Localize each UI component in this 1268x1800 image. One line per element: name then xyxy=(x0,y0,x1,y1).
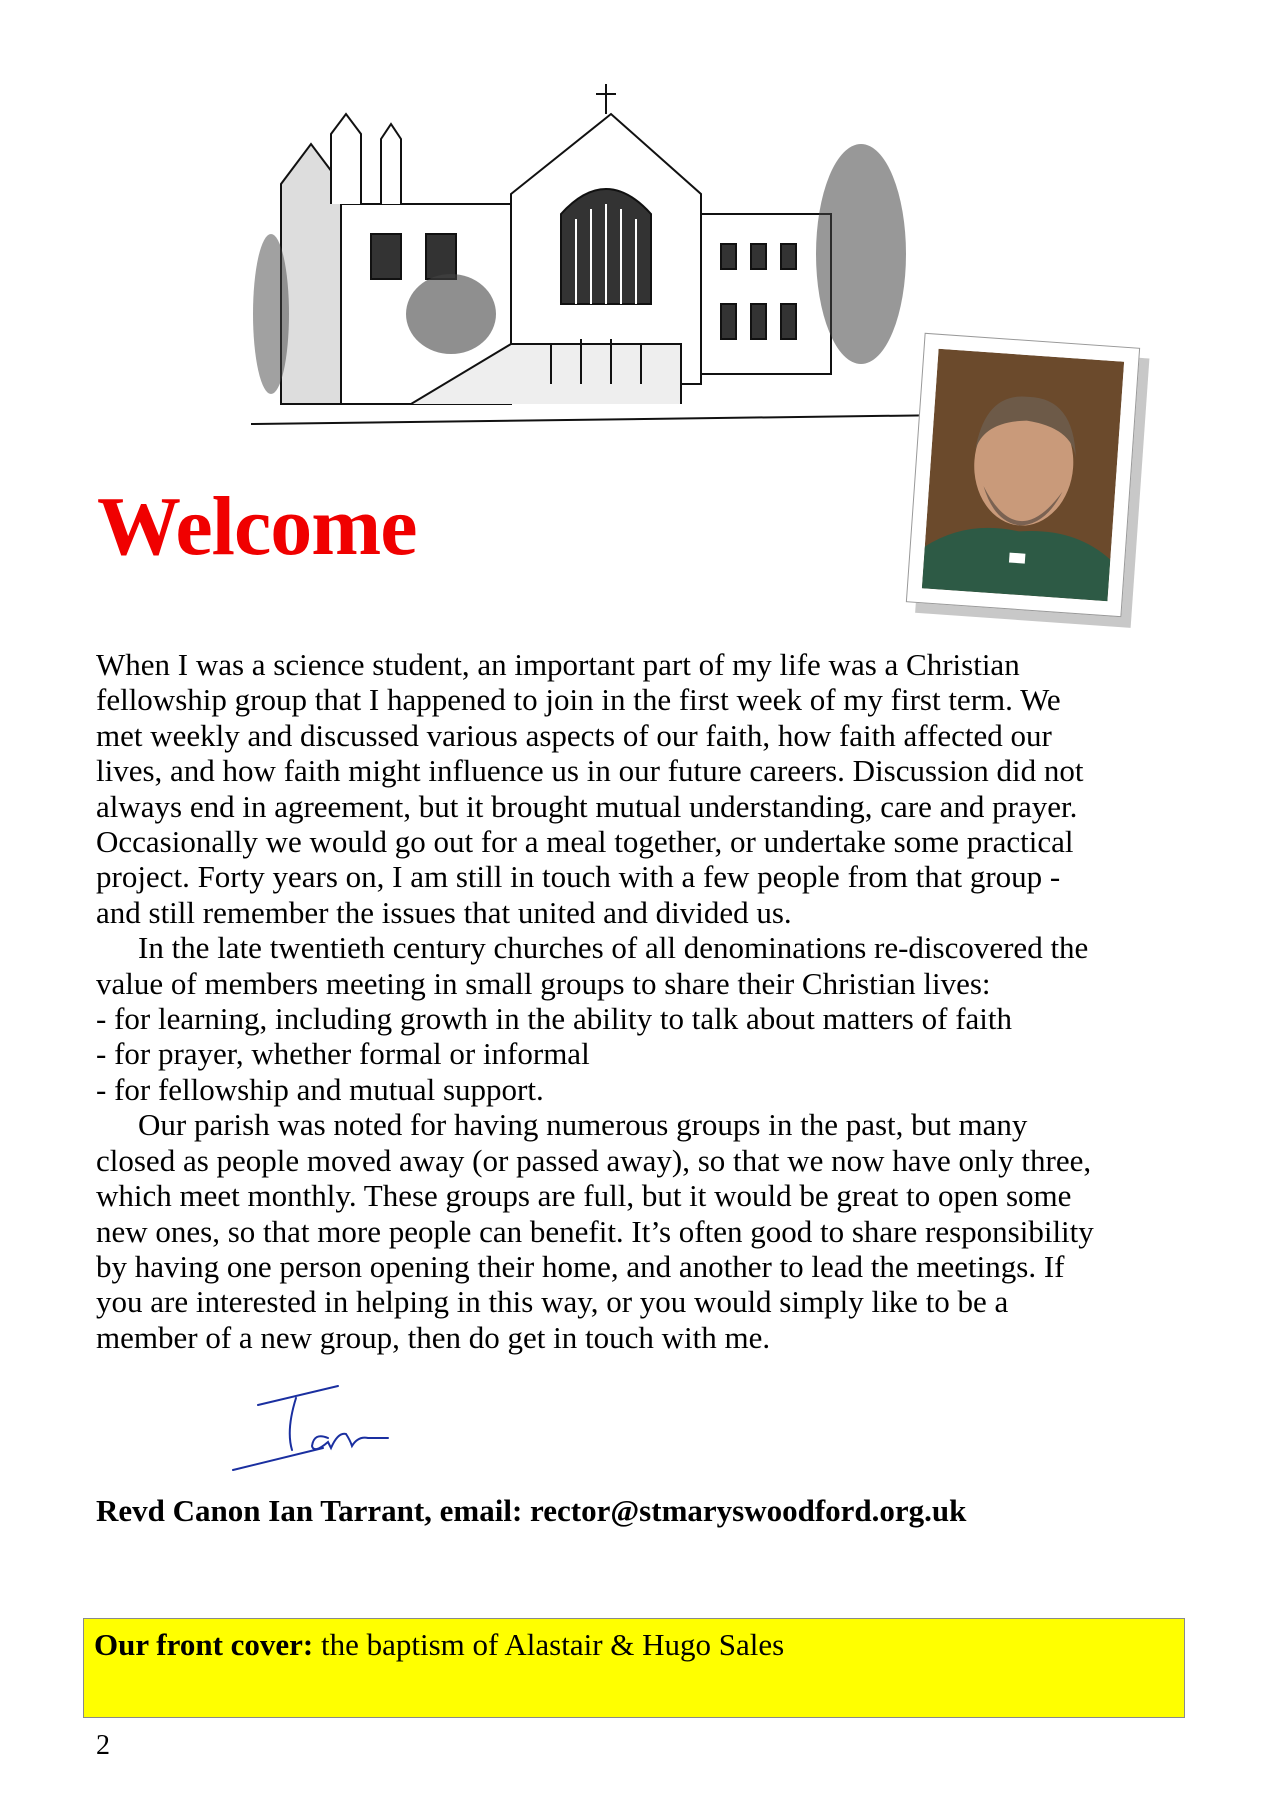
page-number: 2 xyxy=(96,1730,110,1761)
body-line: When I was a science student, an important part of my life was a Christian xyxy=(96,647,1020,682)
front-cover-note xyxy=(83,1618,1185,1718)
body-line: fellowship group that I happened to join in the first week of my first term. We xyxy=(96,682,1061,718)
body-line: In the late twentieth century churches of all denominations re-discovered the xyxy=(138,930,1089,966)
body-line: closed as people moved away (or passed away), so that we now have only three, xyxy=(96,1142,1092,1178)
body-line: you are interested in helping in this way, or you would simply like to be a xyxy=(96,1284,1009,1320)
list-item: - for fellowship and mutual support. xyxy=(96,1071,544,1107)
welcome-letter-body xyxy=(96,647,1206,1355)
body-line: member of a new group, then do get in touch with me. xyxy=(96,1319,771,1355)
body-line: Occasionally we would go out for a meal together, or undertake some practical xyxy=(96,824,1074,860)
front-cover-text: the baptism of Alastair & Hugo Sales xyxy=(313,1627,785,1662)
rector-photo xyxy=(906,333,1140,617)
body-line: by having one person opening their home, and another to lead the meetings. If xyxy=(96,1248,1065,1284)
list-item: - for prayer, whether formal or informal xyxy=(96,1036,590,1072)
body-line: always end in agreement, but it brought mutual understanding, care and prayer. xyxy=(96,788,1078,824)
handwritten-signature xyxy=(228,1380,418,1472)
body-line: met weekly and discussed various aspects of our faith, how faith affected our xyxy=(96,717,1052,753)
body-line: lives, and how faith might influence us in our future careers. Discussion did not xyxy=(96,753,1084,789)
body-line: project. Forty years on, I am still in touch with a few people from that group - xyxy=(96,859,1061,895)
signoff: Revd Canon Ian Tarrant, email: rector@stmaryswoodford.org.uk xyxy=(96,1493,967,1528)
list-item: - for learning, including growth in the ability to talk about matters of faith xyxy=(96,1001,1012,1037)
body-line: new ones, so that more people can benefit. It’s often good to share responsibility xyxy=(96,1213,1094,1249)
page-title: Welcome xyxy=(97,480,417,573)
body-line: and still remember the issues that united and divided us. xyxy=(96,894,792,930)
body-line: Our parish was noted for having numerous groups in the past, but many xyxy=(138,1107,1028,1143)
front-cover-label: Our front cover: xyxy=(94,1627,314,1662)
body-line: value of members meeting in small groups to share their Christian lives: xyxy=(96,965,991,1001)
body-line: which meet monthly. These groups are full, but it would be great to open some xyxy=(96,1178,1072,1214)
